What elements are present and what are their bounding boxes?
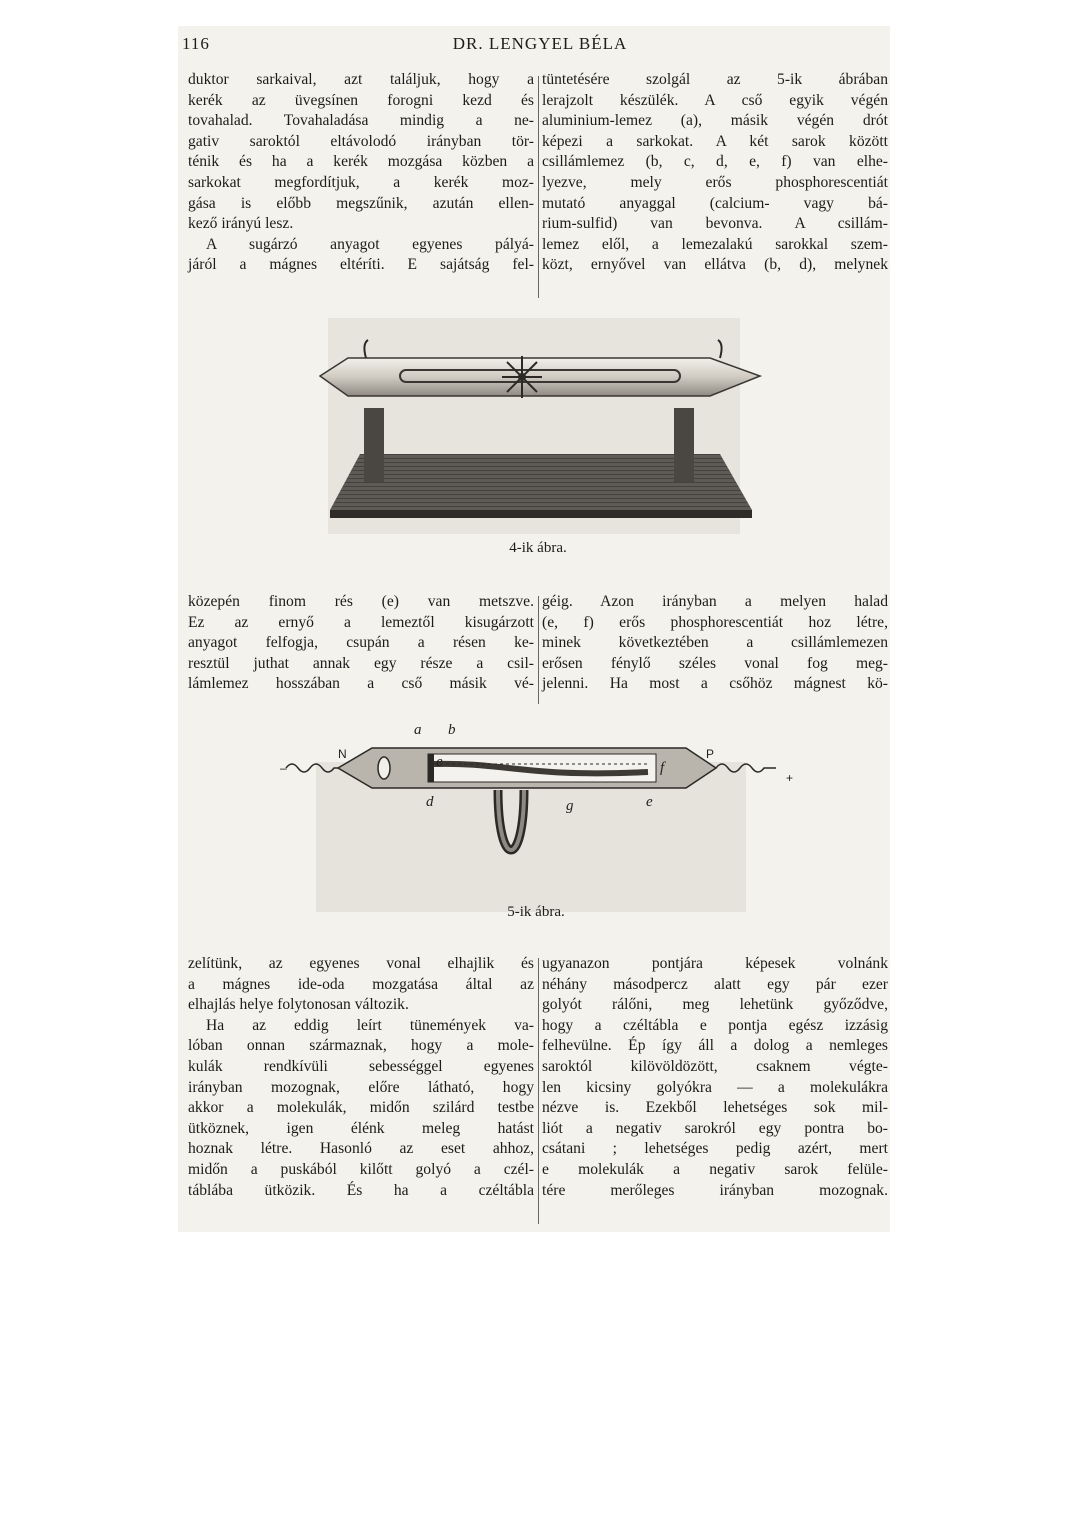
text-line: járól a mágnes eltéríti. E sajátság fel- (188, 256, 534, 274)
text-line: közepén finom rés (e) van metszve. (188, 593, 534, 610)
text-line: e molekulák a negativ sarok felüle- (542, 1160, 888, 1178)
text-line: tére merőleges irányban mozognak. (542, 1181, 888, 1199)
text-line: sarkokat megfordítjuk, a kerék moz- (188, 173, 534, 191)
text-line: kerék az üvegsínen forogni kezd és (188, 91, 534, 109)
text-line: tüntetésére szolgál az 5-ik ábrában (542, 71, 888, 88)
label-minus: – (280, 761, 287, 775)
block2-right-column (542, 592, 888, 695)
text-line: lerajzolt készülék. A cső egyik végén (542, 91, 888, 109)
text-line: hoznak létre. Hasonló az eset ahhoz, (188, 1140, 534, 1158)
block3-right-column (542, 954, 888, 1201)
text-line: erősen fénylő széles vonal fog meg- (542, 654, 888, 672)
text-line: csillámlemez (b, c, d, e, f) van elhe- (542, 153, 888, 171)
label-b: b (448, 722, 456, 738)
text-line: táblába ütközik. És ha a czéltábla (188, 1181, 534, 1199)
text-line: midőn a puskából kilőtt golyó a czél- (188, 1160, 534, 1178)
mica-plate (428, 754, 656, 782)
label-g: g (566, 798, 574, 814)
text-line: néhány másodpercz alatt egy pár ezer (542, 975, 888, 993)
column-rule (538, 76, 539, 298)
text-line: jelenni. Ha most a csőhöz mágnest kö- (542, 675, 888, 693)
block1-right-column (542, 70, 888, 276)
text-line: golyót rálőni, meg lehetünk győződve, (542, 996, 888, 1014)
figure-5-caption: 5-ik ábra. (507, 904, 565, 920)
block2-left-column (188, 592, 534, 695)
screen-slit (428, 754, 434, 782)
text-line: gása is előbb megszűnik, azután ellen- (188, 194, 534, 212)
left-support (364, 408, 384, 482)
text-line: irányban mozognak, előre látható, hogy (188, 1078, 534, 1096)
text-line: ugyanazon pontjára képesek volnánk (542, 955, 888, 972)
label-e-end: e (646, 794, 653, 810)
figure-4-crookes-tube-illustration (300, 318, 780, 534)
text-line: képezi a sarkokat. A két sarok között (542, 132, 888, 150)
text-line: ütköznek, igen élénk meleg hatást (188, 1119, 534, 1137)
page-number: 116 (182, 34, 210, 53)
text-line: elhajlás helye folytonosan változik. (188, 996, 409, 1014)
text-line: lemez elől, a lemezalakú sarokkal szem- (542, 235, 888, 253)
text-line: Ez az ernyő a lemeztől kisugárzott (188, 613, 534, 631)
label-a: a (414, 722, 422, 738)
text-line: géig. Azon irányban a melyen halad (542, 593, 888, 610)
text-line: a mágnes ide-oda mozgatása által az (188, 975, 534, 993)
block3-left-column (188, 954, 534, 1201)
text-line: hogy a czéltábla e pontja egész izzásig (542, 1016, 888, 1034)
text-line: tovahalad. Tovahaladása mindig a ne- (188, 112, 534, 130)
text-line: lóban onnan származnak, hogy a mole- (188, 1037, 534, 1055)
text-line: nézve is. Ezekből lehetséges sok mil- (542, 1099, 888, 1117)
text-line: csátani ; lehetséges pedig azért, mert (542, 1140, 888, 1158)
text-line: ténik és ha a kerék mozgása közben a (188, 153, 534, 171)
label-d: d (426, 794, 434, 810)
right-support (674, 408, 694, 482)
base-edge (330, 510, 752, 518)
text-line: duktor sarkaival, azt találjuk, hogy a (188, 71, 534, 88)
text-line: lyezve, mely erős phosphorescentiát (542, 173, 888, 191)
text-line: resztül juthat annak egy része a csil- (188, 654, 534, 672)
text-line: Ha az eddig leírt tünemények va- (206, 1016, 534, 1034)
text-line: len kicsiny golyókra — a molekulákra (542, 1078, 888, 1096)
label-f: f (660, 760, 665, 776)
block1-left-column (188, 70, 534, 276)
text-line: lámlemez hosszában a cső másik vé- (188, 675, 534, 693)
text-line: A sugárzó anyagot egyenes pályá- (206, 235, 534, 253)
running-title: DR. LENGYEL BÉLA (452, 34, 628, 53)
text-line: rium-sulfid) van bevonva. A csillám- (542, 215, 888, 233)
label-n: N (338, 747, 347, 761)
text-line: gativ saroktól eltávolodó irányban tör- (188, 132, 534, 150)
text-line: zelítünk, az egyenes vonal elhajlik és (188, 955, 534, 972)
text-line: kező irányú lesz. (188, 215, 294, 233)
text-line: liót a negativ sarokról egy pontra bo- (542, 1119, 888, 1137)
label-plus: + (786, 771, 794, 785)
figure-4-caption: 4-ik ábra. (509, 540, 567, 556)
text-line: minek következtében a csillámlemezen (542, 634, 888, 652)
text-line: akkor a molekulák, midőn szilárd testbe (188, 1099, 534, 1117)
text-line: (e, f) erős phosphorescentiát hoz létre, (542, 613, 888, 631)
text-line: anyagot felfogja, csupán a résen ke- (188, 634, 534, 652)
column-rule (538, 958, 539, 1224)
column-rule (538, 596, 539, 704)
label-p: P (706, 747, 715, 761)
text-line: felhevülne. Ép így áll a dolog a nemleges (542, 1037, 888, 1055)
text-line: aluminium-lemez (a), másik végén drót (542, 112, 888, 130)
aluminium-cathode (378, 757, 390, 779)
text-line: mutató anyaggal (calcium- vagy bá- (542, 194, 888, 212)
text-line: közt, ernyővel van ellátva (b, d), melynek (542, 256, 888, 274)
text-line: saroktól kilövöldözött, csaknem végte- (542, 1057, 888, 1075)
text-line: kulák rendkívüli sebességgel egyenes (188, 1057, 534, 1075)
label-e-slit: e (436, 754, 443, 770)
figure-5-phosphorescence-tube-diagram (276, 720, 816, 916)
